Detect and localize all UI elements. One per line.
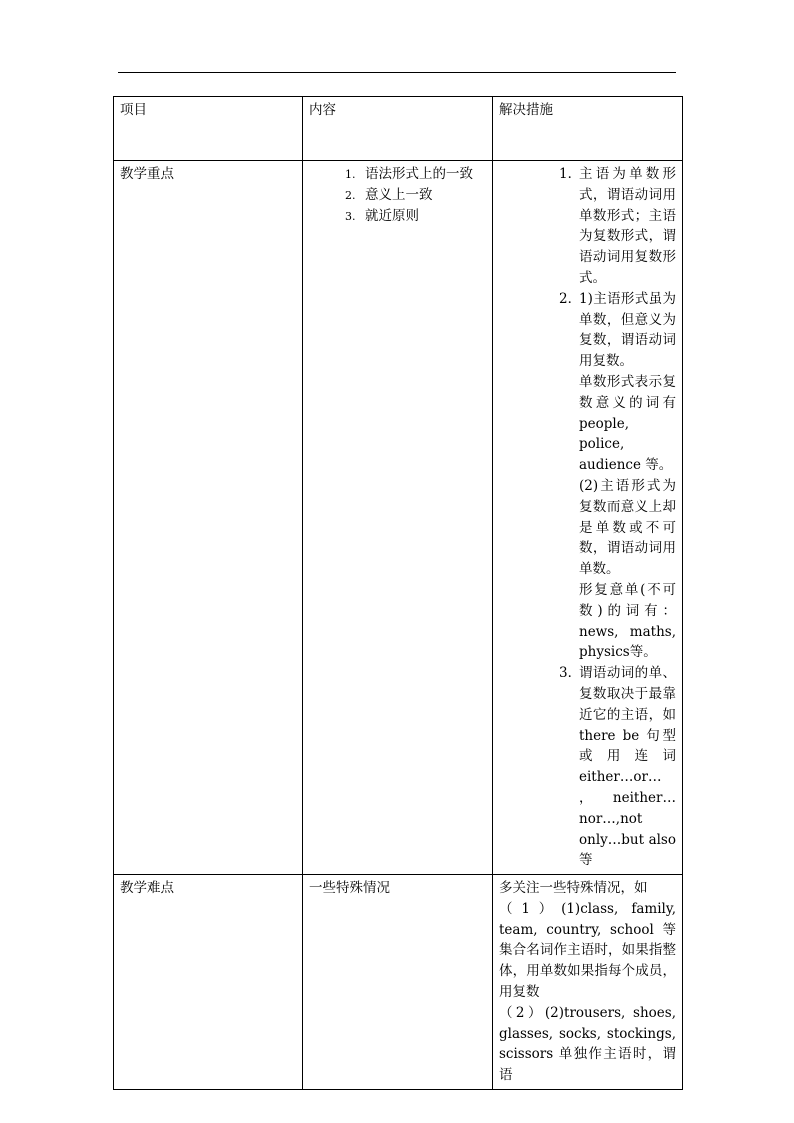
focus-solution-list [559,164,676,871]
difficulty-content: 一些特殊情况 [303,875,493,1090]
table-header-row [114,97,683,161]
focus-solution-cell [493,161,683,875]
table-row-difficulty [114,875,683,1090]
header-content: 内容 [303,97,493,161]
difficulty-solution-text: （2）(2)trousers, shoes, glasses, socks, stockings, scissors 单独作主语时，谓语 [499,1004,676,1084]
table-row-focus [114,161,683,875]
header-rule [118,72,676,73]
solution-item-1 [559,164,676,289]
header-solution: 解决措施 [493,97,683,161]
difficulty-solution-text: （1）(1)class, family, team, country, school 等集合名词作主语时，如果指整体，用单数如果指每个成员，用复数 [499,900,676,1001]
focus-content-cell [303,161,493,875]
solution-text: 形复意单(不可数)的词有：news, maths, physics等。 [579,581,676,661]
solution-number: 1． [559,166,582,182]
solution-text: 1)主语形式虽为单数，但意义为复数，谓语动词用复数。 [579,290,676,370]
solution-text: 主语为单数形式，谓语动词用单数形式；主语为复数形式，谓语动词用复数形式。 [579,166,676,286]
difficulty-label: 教学难点 [114,875,303,1090]
solution-item-3 [559,663,676,871]
solution-text: 单数形式表示复数意义的词有 people, police, audience 等。 [579,373,676,474]
difficulty-solution-cell [493,875,683,1090]
focus-content-list [309,164,486,227]
solution-number: 2． [559,290,582,307]
list-item: 3. 就近原则 [359,206,486,227]
lesson-table [113,96,683,1090]
focus-label: 教学重点 [114,161,303,875]
solution-number: 3． [559,665,582,682]
difficulty-solution-text: 多关注一些特殊情况，如 [499,880,648,897]
solution-text: 谓语动词的单、复数取决于最靠近它的主语，如 there be 句型或用连词 either…or… ，neither…nor…,not only…but also等 [579,665,676,869]
list-item: 1. 语法形式上的一致 [359,164,486,185]
solution-item-2 [559,289,676,663]
header-item: 项目 [114,97,303,161]
solution-text: (2)主语形式为复数而意义上却是单数或不可数，谓语动词用单数。 [579,477,676,578]
list-item: 2. 意义上一致 [359,185,486,206]
